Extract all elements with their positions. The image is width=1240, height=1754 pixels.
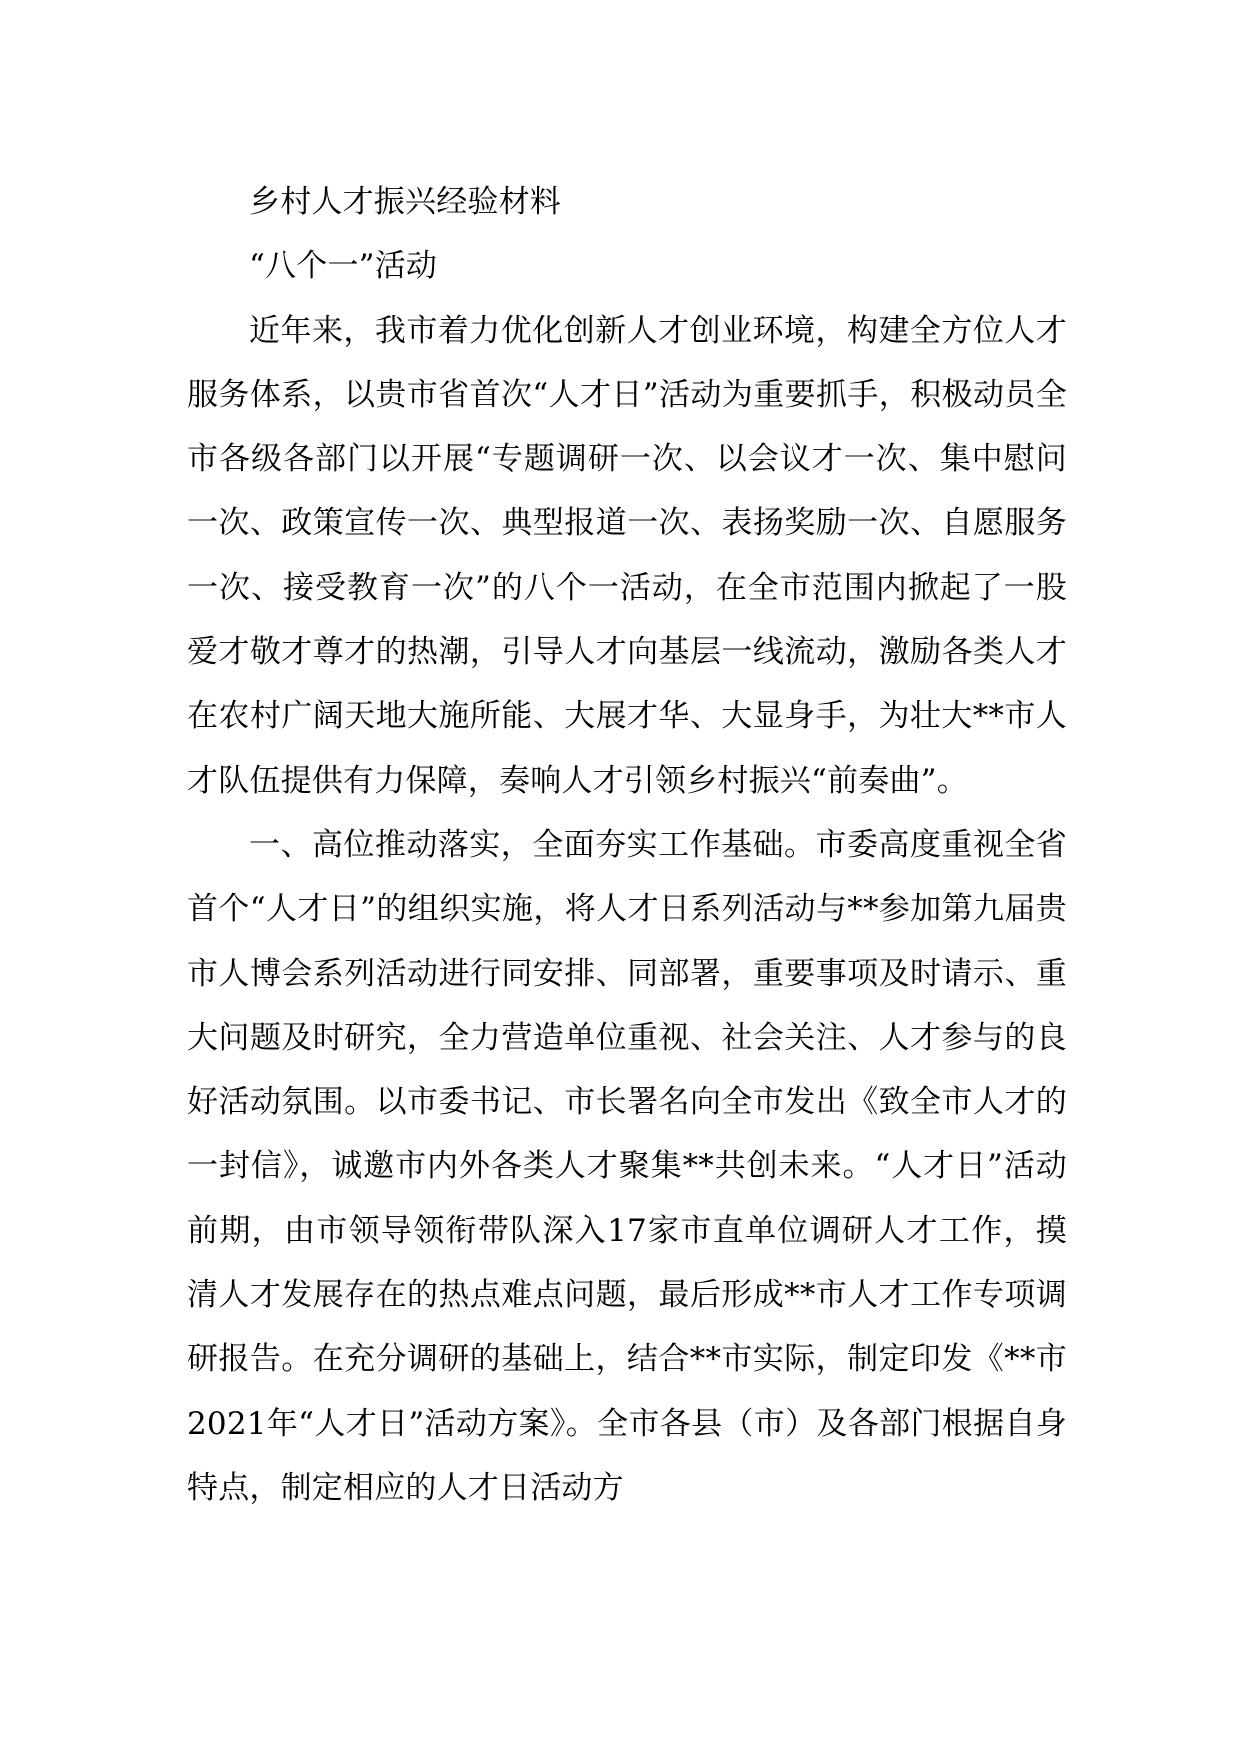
document-body [187,170,1067,1520]
body-paragraph: 一、高位推动落实，全面夯实工作基础。市委高度重视全省首个“人才日”的组织实施，将人才日系列活动与**参加第九届贵市人博会系列活动进行同安排、同部署，重要事项及时请示、重大问题及时研究，全力营造单位重视、社会关注、人才参与的良好活动氛围。以市委书记、市长署名向全市发出《致全市人才的一封信》，诚邀市内外各类人才聚集**共创未来。“人才日”活动前期，由市领导领衔带队深入17家市直单位调研人才工作，摸清人才发展存在的热点难点问题，最后形成**市人才工作专项调研报告。在充分调研的基础上，结合**市实际，制定印发《**市2021年“人才日”活动方案》。全市各县（市）及各部门根据自身特点，制定相应的人才日活动方 [187,826,1067,1506]
document-subtitle: “八个一”活动 [249,248,438,285]
document-title: 乡村人才振兴经验材料 [249,184,561,220]
body-paragraph: 近年来，我市着力优化创新人才创业环境，构建全方位人才服务体系，以贵市省首次“人才日”活动为重要抓手，积极动员全市各级各部门以开展“专题调研一次、以会议才一次、集中慰问一次、政策宣传一次、典型报道一次、表扬奖励一次、自愿服务一次、接受教育一次”的八个一活动，在全市范围内掀起了一股爱才敬才尊才的热潮，引导人才向基层一线流动，激励各类人才在农村广阔天地大施所能、大展才华、大显身手，为壮大**市人才队伍提供有力保障，奏响人才引领乡村振兴“前奏曲”。 [187,312,1067,799]
